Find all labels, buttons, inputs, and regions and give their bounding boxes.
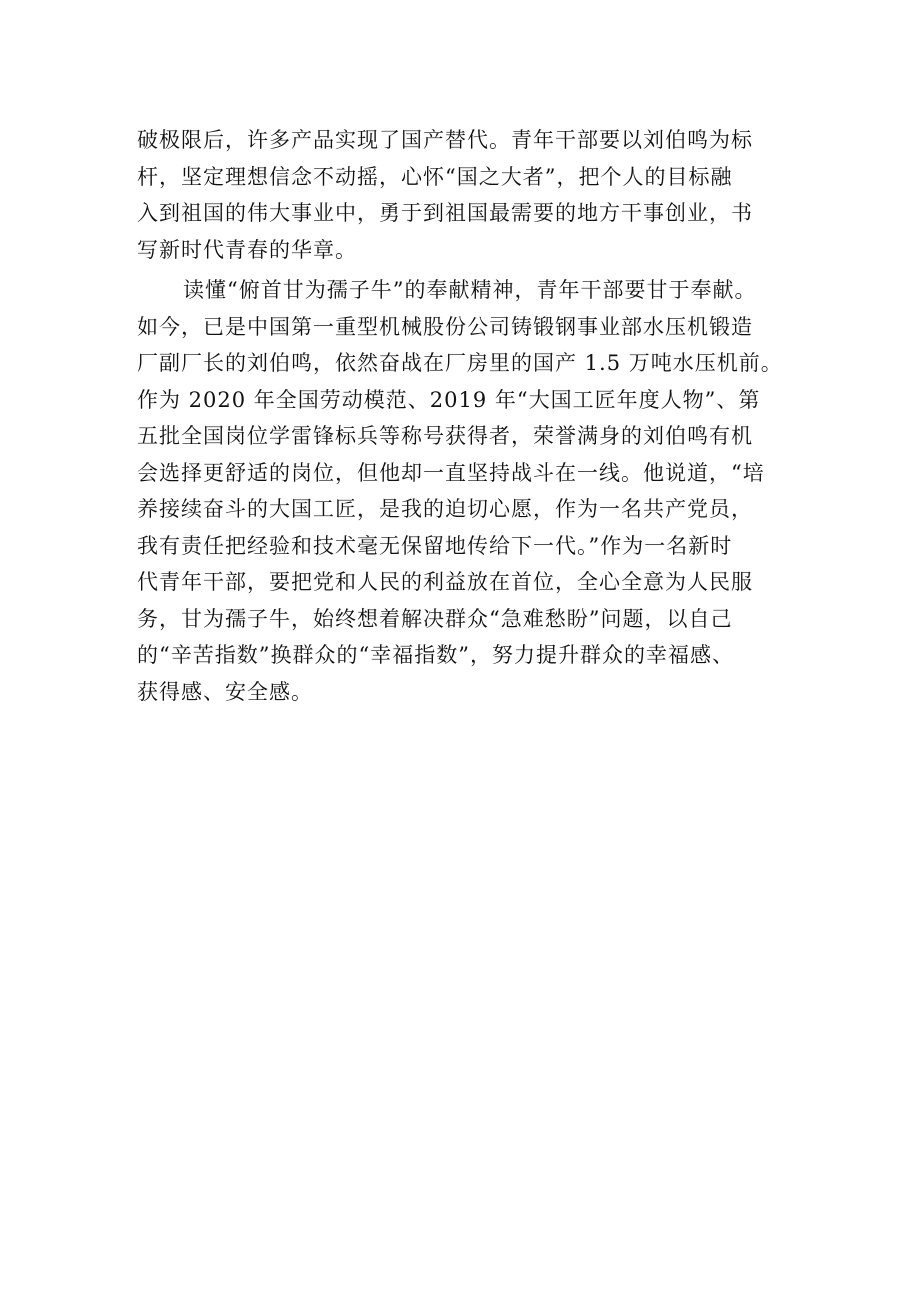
paragraph-line: 作为 2020 年全国劳动模范、2019 年“大国工匠年度人物”、第 [137,387,761,412]
paragraph-line: 养接续奋斗的大国工匠，是我的迫切心愿，作为一名共产党员， [137,497,753,521]
paragraph-line: 的“辛苦指数”换群众的“幸福指数”，努力提升群众的幸福感、 [137,643,734,667]
paragraph-line: 获得感、安全感。 [137,679,313,704]
paragraph-line: 读懂“俯首甘为孺子牛”的奉献精神，青年干部要甘于奉献。 [183,278,757,302]
paragraph-line: 五批全国岗位学雷锋标兵等称号获得者，荣誉满身的刘伯鸣有机 [137,424,753,448]
paragraph-line: 入到祖国的伟大事业中，勇于到祖国最需要的地方干事创业，书 [137,201,753,225]
paragraph-line: 务，甘为孺子牛，始终想着解决群众“急难愁盼”问题，以自己 [137,606,733,631]
paragraph-1 [137,122,837,268]
paragraph-line: 厂副厂长的刘伯鸣，依然奋战在厂房里的国产 1.5 万吨水压机前。 [137,351,783,375]
paragraph-line: 代青年干部，要把党和人民的利益放在首位，全心全意为人民服 [137,570,753,594]
paragraph-line: 破极限后，许多产品实现了国产替代。青年干部要以刘伯鸣为标 [137,128,753,152]
document-body [137,122,837,710]
paragraph-line: 杆，坚定理想信念不动摇，心怀“国之大者”，把个人的目标融 [137,164,733,189]
paragraph-line: 我有责任把经验和技术毫无保留地传给下一代。”作为一名新时 [137,533,733,558]
paragraph-line: 写新时代青春的华章。 [137,237,357,262]
paragraph-line: 如今，已是中国第一重型机械股份公司铸锻钢事业部水压机锻造 [137,314,753,339]
paragraph-2 [137,272,837,710]
paragraph-line: 会选择更舒适的岗位，但他却一直坚持战斗在一线。他说道，“培 [137,460,765,485]
